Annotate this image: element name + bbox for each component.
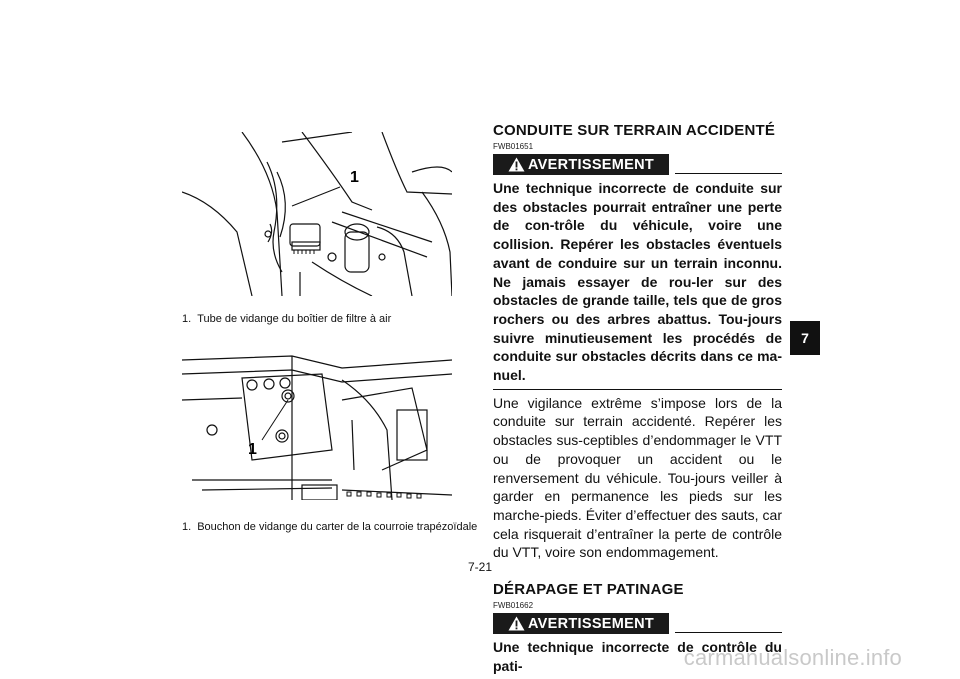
figure1-callout-1: 1	[350, 169, 359, 186]
v-belt-drain-illustration	[182, 340, 452, 500]
section1-body: Une vigilance extrême s’impose lors de la conduite sur terrain accidenté. Repérer les obstacles sus-ceptibles d’endommager le VTT ou de provoquer un accident ou le renversement du véhicule. Tou-jours veiller à garder en permanence les pieds sur les marche-pieds. Éviter d’effectuer des sauts, car cela risquerait d’entraîner la perte de contrôle du VTT, voire son endommagement.	[493, 394, 782, 561]
page-number: 7-21	[467, 560, 493, 574]
warning-triangle-icon	[508, 616, 525, 631]
air-filter-drain-illustration	[182, 132, 452, 296]
right-text-column	[493, 122, 782, 675]
figure-air-filter-drain-tube	[182, 132, 452, 296]
figure1-caption-number: 1.	[182, 313, 192, 325]
figure2-callout-1: 1	[248, 441, 257, 458]
warning-label: AVERTISSEMENT	[527, 156, 655, 173]
section-title-rough-terrain: CONDUITE SUR TERRAIN ACCIDENTÉ	[493, 122, 776, 139]
chapter-tab: 7	[790, 321, 820, 355]
warning-header-line	[675, 173, 782, 174]
warning-badge	[493, 154, 669, 175]
section2-code: FWB01662	[493, 601, 534, 611]
section-title-skidding: DÉRAPAGE ET PATINAGE	[493, 581, 684, 599]
section1-warning-text: Une technique incorrecte de conduite sur des obstacles pourrait entraîner une perte de con-trôle du véhicule, voire une collision. Repérer les obstacles éventuels avant de conduire sur un terrain inconnu. Ne jamais essayer de rou-ler sur des obstacles de grande taille, tels que de gros rochers ou des arbres abattus. Tou-jours suivre minutieusement les procédés de conduite sur obstacles décrits dans ce ma-nuel.	[493, 180, 782, 384]
warning-end-rule	[493, 389, 782, 390]
warning-header-line	[675, 632, 782, 633]
section1-code: FWB01651	[493, 142, 534, 151]
warning-label: AVERTISSEMENT	[527, 615, 655, 632]
figure1-caption	[182, 313, 391, 325]
figure2-caption	[182, 521, 477, 533]
watermark: carmanualsonline.info	[683, 645, 902, 670]
section2-warning-header	[493, 613, 782, 634]
figure2-caption-text: Bouchon de vidange du carter de la courroie trapézoïdale	[197, 521, 478, 533]
section2-warning-text: Une technique incorrecte de contrôle du pati-	[493, 639, 782, 674]
figure1-caption-text: Tube de vidange du boîtier de filtre à air	[197, 313, 392, 325]
section1-warning-header	[493, 154, 782, 175]
figure-v-belt-drain-plug	[182, 340, 452, 500]
figure2-caption-number: 1.	[182, 521, 192, 533]
warning-triangle-icon	[508, 157, 525, 172]
warning-badge	[493, 613, 669, 634]
